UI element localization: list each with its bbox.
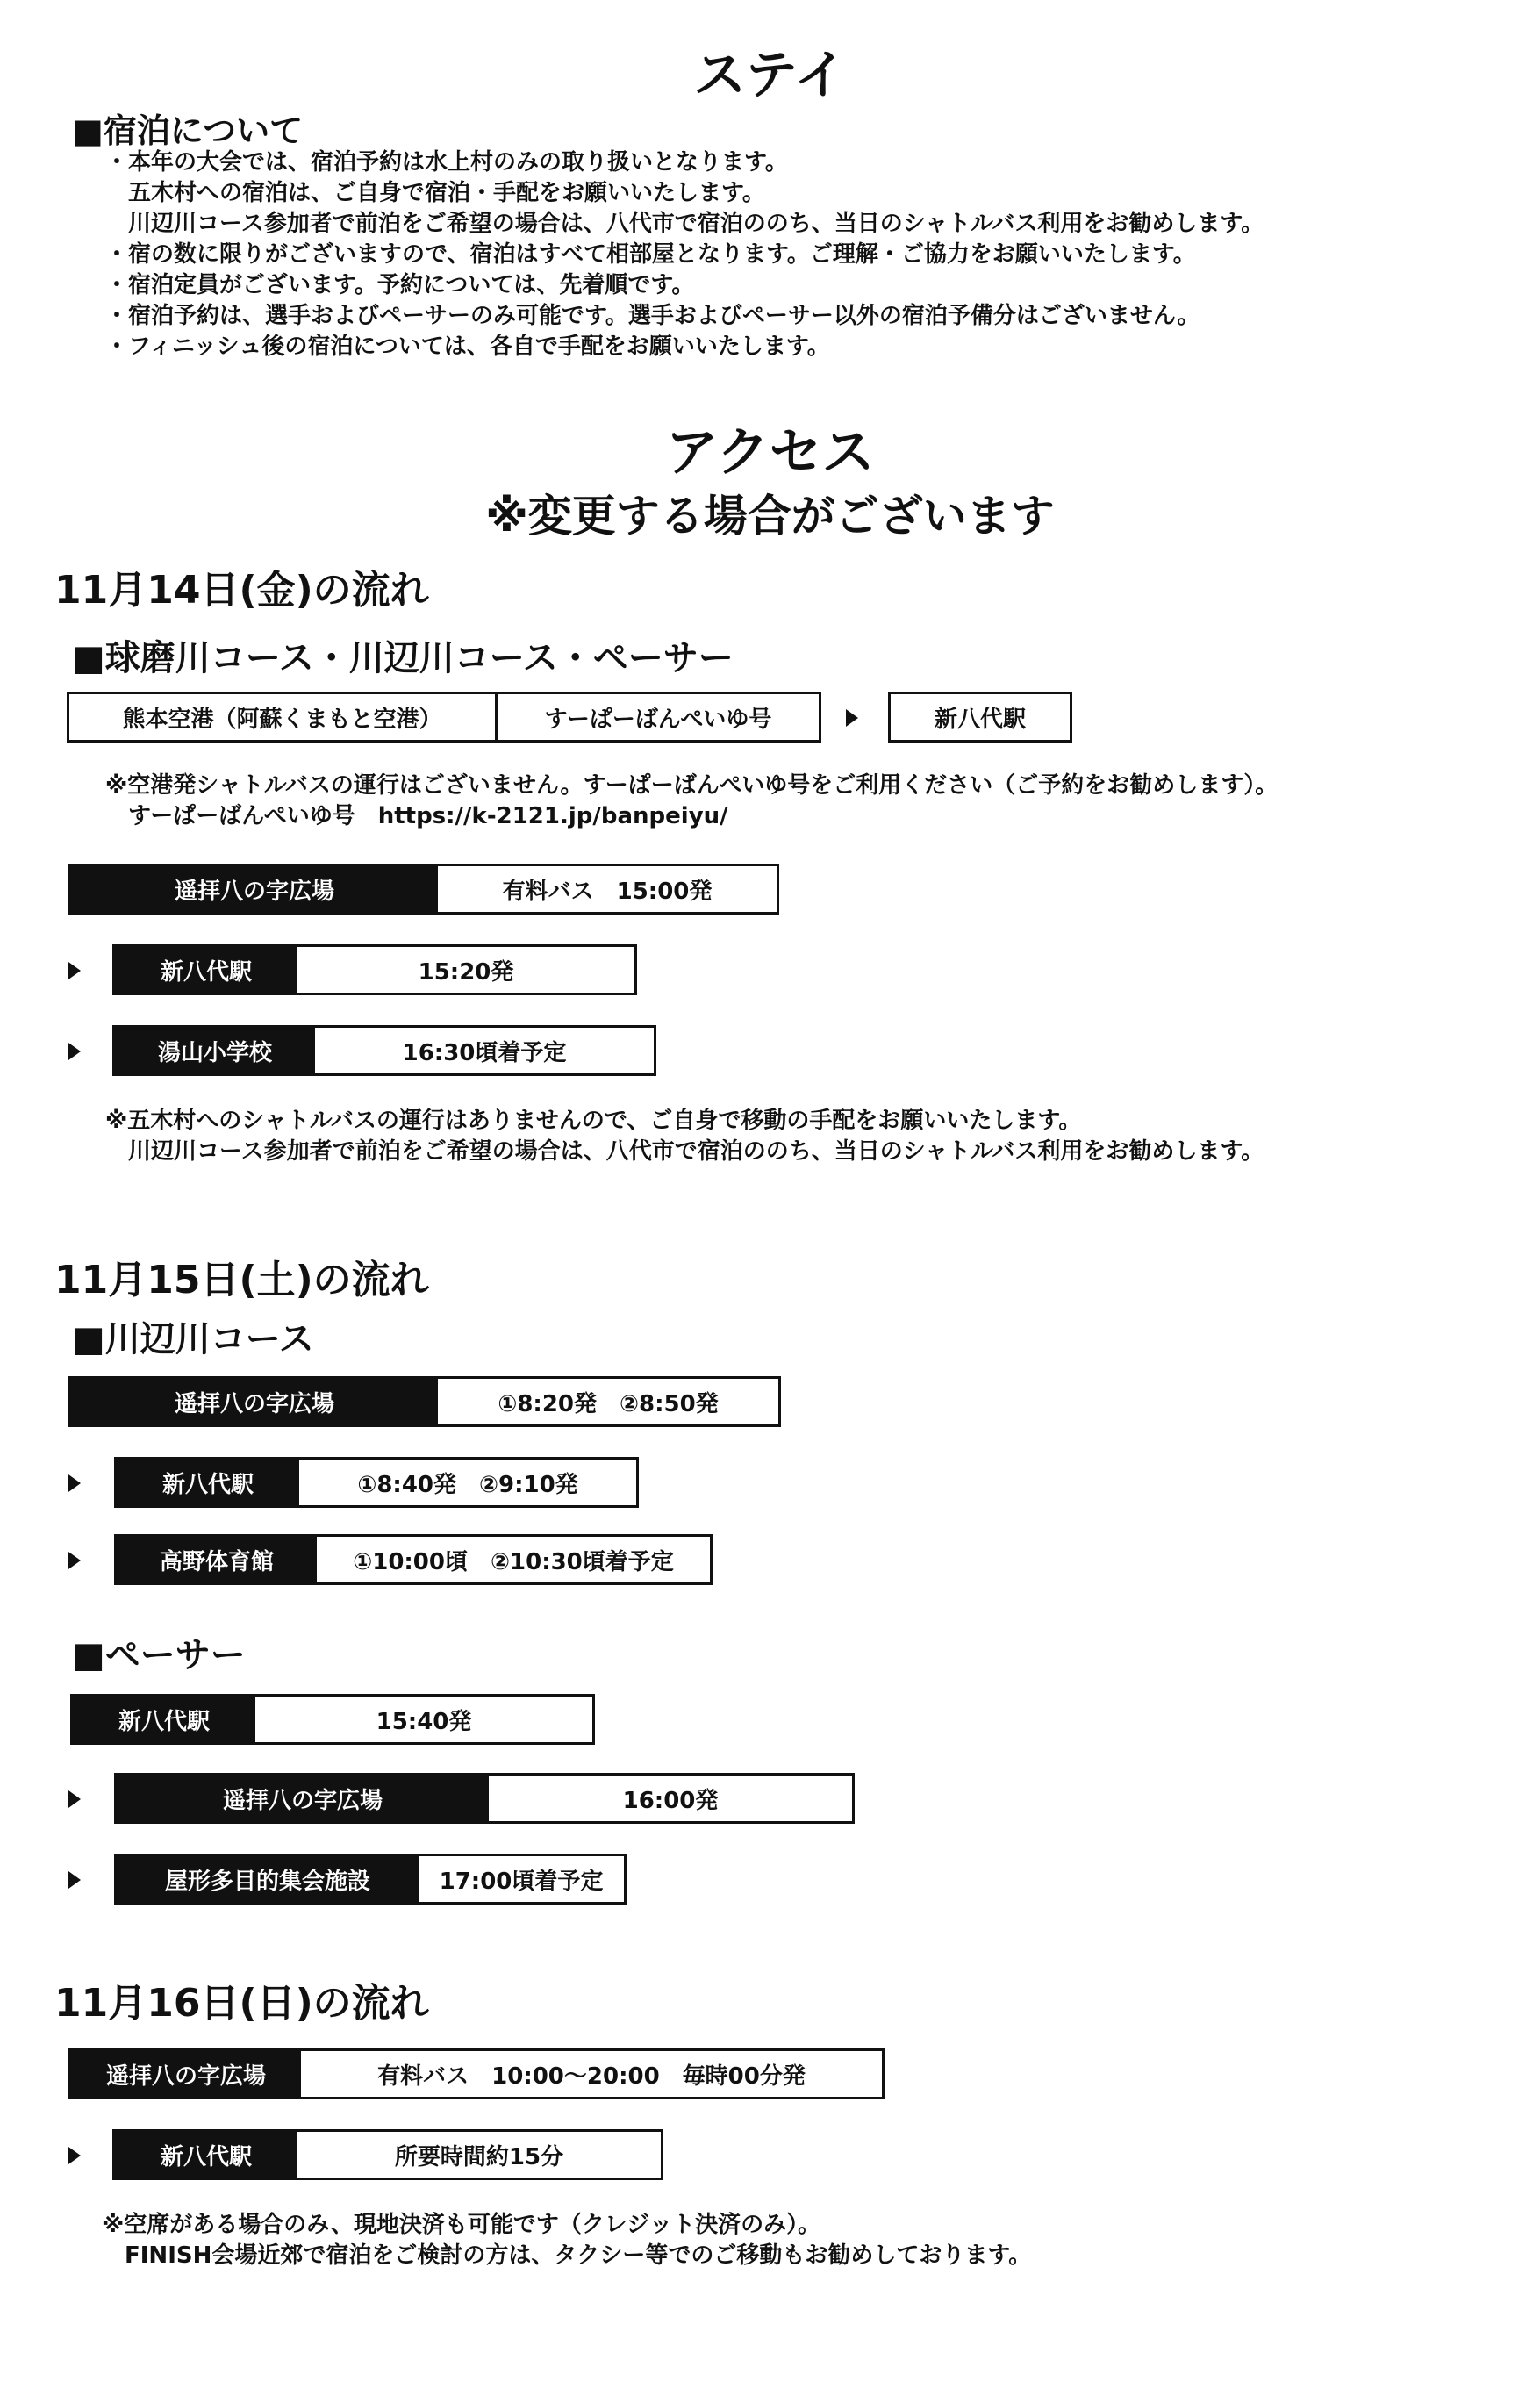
stay-note: ・フィニッシュ後の宿泊については、各自で手配をお願いいたします。 — [105, 334, 830, 360]
stop-time: 有料バス 10:00～20:00 毎時00分発 — [377, 2063, 806, 2090]
stop-name: 高野体育館 — [117, 1537, 317, 1582]
stay-section-heading: ■宿泊について — [72, 111, 304, 150]
stop-time: ①8:40発 ②9:10発 — [357, 1471, 578, 1498]
stop-time: 15:40発 — [376, 1708, 472, 1735]
stop-name: 遥拝八の字広場 — [71, 866, 438, 912]
stop-name: 遥拝八の字広場 — [71, 2051, 301, 2097]
stop-time: 16:30頃着予定 — [402, 1039, 567, 1066]
airport-note: すーぱーばんぺいゆ号 https://k-2121.jp/banpeiyu/ — [105, 803, 728, 829]
arrow-icon — [68, 962, 81, 979]
stop-time: ①10:00頃 ②10:30頃着予定 — [353, 1548, 674, 1575]
day1-heading: 11月14日(金)の流れ — [54, 568, 429, 613]
day3-heading: 11月16日(日)の流れ — [54, 1981, 429, 2026]
schedule-row — [68, 2048, 885, 2099]
schedule-row — [68, 864, 779, 915]
stay-notes — [105, 147, 1264, 362]
schedule-row — [112, 944, 637, 995]
stop-name: 新八代駅 — [115, 2132, 297, 2178]
arrow-icon — [68, 1790, 81, 1808]
airport-notes — [105, 771, 1278, 832]
airport-destination: 新八代駅 — [934, 706, 1026, 733]
stop-name: 新八代駅 — [115, 947, 297, 993]
stay-title: ステイ — [693, 45, 847, 106]
airport-destination-box — [888, 692, 1072, 743]
day2-section2-heading: ■ペーサー — [72, 1635, 246, 1675]
schedule-row — [114, 1534, 713, 1585]
day1-note: ※五木村へのシャトルバスの運行はありませんので、ご自身で移動の手配をお願いいたします。 — [105, 1108, 1082, 1134]
day3-note: ※空席がある場合のみ、現地決済も可能です（クレジット決済のみ）。 — [102, 2212, 821, 2238]
access-title: アクセス — [665, 422, 875, 484]
airport-bus-name: すーぱーばんぺいゆ号 — [495, 694, 819, 740]
day1-notes — [105, 1106, 1264, 1167]
stay-note: ・宿泊予約は、選手およびペーサーのみ可能です。選手およびペーサー以外の宿泊予備分はございません。 — [105, 303, 1200, 329]
stay-note: 川辺川コース参加者で前泊をご希望の場合は、八代市で宿泊ののち、当日のシャトルバス利用をお勧めします。 — [105, 211, 1264, 237]
day2-section1-heading: ■川辺川コース — [72, 1319, 314, 1360]
stop-name: 遥拝八の字広場 — [117, 1776, 489, 1821]
stop-time: 所要時間約15分 — [394, 2143, 564, 2170]
stop-name: 湯山小学校 — [115, 1028, 315, 1073]
stay-note: 五木村への宿泊は、ご自身で宿泊・手配をお願いいたします。 — [105, 180, 765, 206]
stop-time: ①8:20発 ②8:50発 — [498, 1390, 719, 1417]
day3-notes — [102, 2210, 1031, 2271]
stop-name: 遥拝八の字広場 — [71, 1379, 438, 1424]
day1-section-heading: ■球磨川コース・川辺川コース・ペーサー — [72, 638, 734, 678]
day1-note: 川辺川コース参加者で前泊をご希望の場合は、八代市で宿泊ののち、当日のシャトルバス利用をお勧めします。 — [105, 1138, 1264, 1165]
arrow-icon — [846, 709, 858, 727]
schedule-row — [114, 1773, 855, 1824]
stop-name: 屋形多目的集会施設 — [117, 1856, 419, 1902]
arrow-icon — [68, 1474, 81, 1492]
schedule-row — [114, 1854, 627, 1905]
arrow-icon — [68, 2147, 81, 2164]
schedule-row — [68, 1376, 781, 1427]
airport-note: ※空港発シャトルバスの運行はございません。すーぱーばんぺいゆ号をご利用ください（ご予約をお勧めします）。 — [105, 772, 1279, 799]
stop-time: 17:00頃着予定 — [439, 1868, 604, 1895]
arrow-icon — [68, 1871, 81, 1889]
stop-time: 15:20発 — [418, 958, 514, 986]
schedule-row — [112, 1025, 656, 1076]
schedule-row — [70, 1694, 595, 1745]
stay-note: ・宿泊定員がございます。予約については、先着順です。 — [105, 272, 695, 298]
airport-origin: 熊本空港（阿蘇くまもと空港） — [122, 706, 442, 733]
stop-name: 新八代駅 — [73, 1697, 255, 1742]
stop-time: 16:00発 — [622, 1787, 719, 1814]
schedule-row — [112, 2129, 663, 2180]
stay-note: ・宿の数に限りがございますので、宿泊はすべて相部屋となります。ご理解・ご協力をお願いいたします。 — [105, 241, 1196, 268]
access-subtitle: ※変更する場合がございます — [485, 491, 1055, 542]
airport-route-box — [67, 692, 821, 743]
stop-name: 新八代駅 — [117, 1460, 299, 1505]
day2-heading: 11月15日(土)の流れ — [54, 1258, 429, 1302]
arrow-icon — [68, 1552, 81, 1569]
stop-time: 有料バス 15:00発 — [502, 878, 713, 905]
day3-note: FINISH会場近郊で宿泊をご検討の方は、タクシー等でのご移動もお勧めしております。 — [102, 2242, 1032, 2269]
schedule-row — [114, 1457, 639, 1508]
stay-note: ・本年の大会では、宿泊予約は水上村のみの取り扱いとなります。 — [105, 149, 788, 176]
arrow-icon — [68, 1043, 81, 1060]
